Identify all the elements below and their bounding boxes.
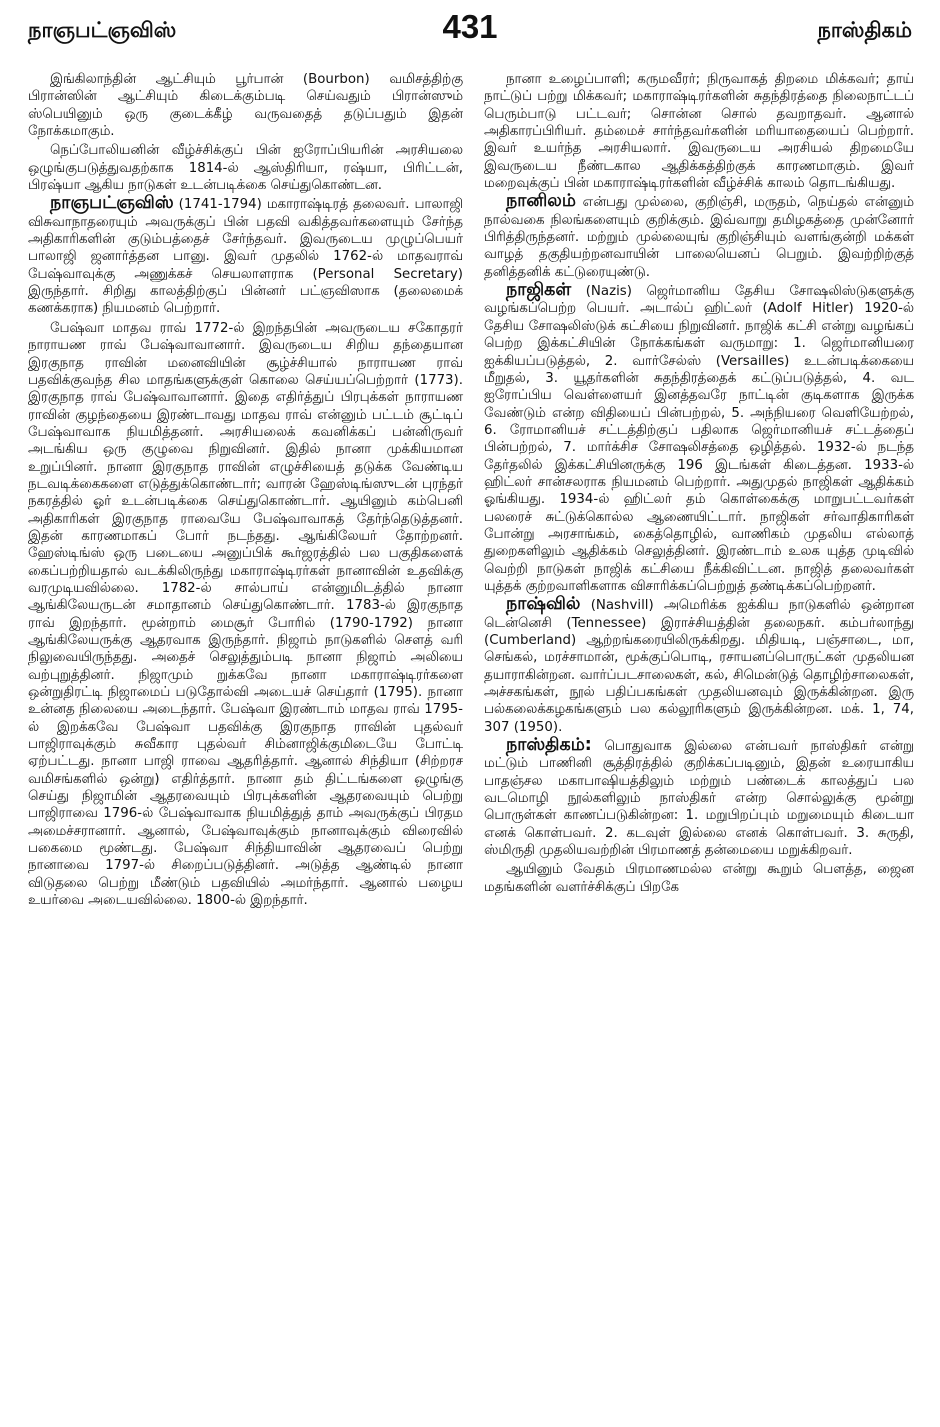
paragraph [484, 193, 914, 281]
entry-heading: நாஜிகள் [506, 280, 572, 301]
left-column [28, 70, 463, 911]
paragraph [484, 282, 914, 595]
page-header [28, 8, 912, 58]
paragraph-text: (1741-1794) மகாராஷ்டிரத் தலைவர். பாலாஜி விசுவாநாதரையும் அவருக்குப் பின் பதவி வகித்தவர்களையும் சேர்ந்த அதிகாரிகளின் குடும்பத்தைச் சேர்ந்தவர். இவருடைய முழுப்பெயர் பாலாஜி ஜனார்த்தன பானு. இவர் முதலில் 1762-ல் மாதவராவ் பேஷ்வாவுக்கு அணுக்கச் செயலாளராக (Personal Secretary) இருந்தார். சிறிது காலத்திற்குப் பின்னர் பட்ஞவிஸாக (தலைமைக் கணக்கராக) நியமனம் பெற்றார். [28, 197, 463, 317]
running-head-right: நாஸ்திகம் [817, 18, 912, 42]
entry-heading: நாஞபட்ஞவிஸ் [50, 193, 174, 214]
paragraph [484, 70, 914, 192]
running-head-left: நாஞபட்ஞவிஸ் [28, 18, 177, 42]
paragraph-text: இங்கிலாந்தின் ஆட்சியும் பூர்பான் (Bourbon) வமிசத்திற்கு பிரான்ஸின் ஆட்சியும் கிடைக்கும்படி செய்வதும் பிரான்ஸும் ஸ்பெயினும் ஒரு குடைக்கீழ் வருவதைத் தடுப்பதும் இதன் நோக்கமாகும். [28, 72, 463, 140]
paragraph [484, 737, 914, 859]
paragraph [28, 319, 463, 910]
paragraph-text: பொதுவாக இல்லை என்பவர் நாஸ்திகர் என்று மட்டும் பாணினி சூத்திரத்தில் குறிக்கப்படினும், இதன் உரையாகிய பாதஞ்சல மகாபாஷியத்திலும் மற்றும் பண்டைக் காலத்துப் பல வடமொழி நூல்களிலும் நாஸ்திகர் என்ற சொல்லுக்கு மூன்று பொருள்கள் காணப்படுகின்றன: 1. மறுபிறப்பும் மறுமையும் கிடையா எனக் கொள்பவர். 2. கடவுள் இல்லை எனக் கொள்பவர். 3. சுருதி, ஸ்மிருதி முதலியவற்றின் பிரமாணத் தன்மையை மறுக்கிறவர். [484, 739, 914, 859]
page-number: 431 [442, 8, 498, 45]
paragraph [28, 195, 463, 317]
paragraph [484, 596, 914, 736]
paragraph-text: பேஷ்வா மாதவ ராவ் 1772-ல் இறந்தபின் அவருடைய சகோதரர் நாராயண ராவ் பேஷ்வாவானார். இவருடைய சிறிய தந்தையான இரகுநாத ராவின் மனைவியின் சூழ்ச்சியால் நாராயண ராவ் பதவிக்குவந்த சில மாதங்களுக்குள் கொலை செய்யப்பெற்றார் (1773). இரகுநாத ராவ் பேஷ்வாவானார். இதை எதிர்த்துப் பிரபுக்கள் நாராயண ராவின் குழந்தையை இரண்டாவது மாதவ ராவ் என்னும் பட்டம் சூட்டிப் பேஷ்வாவாக நியமித்தனர். அரசியலைக் கவனிக்கப் பன்னிருவர் அடங்கிய ஒரு குழுவை நிறுவினர். இதில் நானா முக்கியமான உறுப்பினர். நானா இரகுநாத ராவின் எழுச்சியைத் தடுக்க வேண்டிய நடவடிக்கைகளை எடுத்துக்கொண்டார்; வாரன் ஹேஸ்டிங்ஸுடன் புரந்தர் நகரத்தில் ஓர் உடன்படிக்கை செய்துகொண்டார். ஆயினும் கம்பெனி அதிகாரிகள் இரகுநாத ராவையே பேஷ்வாவாகத் தேர்ந்தெடுத்தனர். இதன் காரணமாகப் போர் நடந்தது. ஆங்கிலேயர் தோற்றனர். ஹேஸ்டிங்ஸ் ஒரு படையை அனுப்பிக் கூர்ஜரத்தில் பல பகுதிகளைக் கைப்பற்றியதால் வடக்கிலிருந்து மகாராஷ்டிரர்கள் நானாவின் உதவிக்கு வரமுடியவில்லை. 1782-ல் சால்பாய் என்னுமிடத்தில் நானா ஆங்கிலேயருடன் சமாதானம் செய்துகொண்டார். 1783-ல் இரகுநாத ராவ் இறந்தார். மூன்றாம் மைசூர் போரில் (1790-1792) நானா ஆங்கிலேயருக்கு ஆதரவாக இருந்தார். நிஜாம் நாடுகளில் சௌத் வரி நிலுவையிருந்தது. அதைச் செலுத்தும்படி நானா நிஜாம் அலியை வற்புறுத்தினர். நிஜாமும் றுக்கவே நானா மகாராஷ்டிரர்களை ஒன்றுதிரட்டி நிஜாமைப் படுதோல்வி அடையச் செய்தார் (1795). நானா உன்னத நிலையை அடைந்தார். பேஷ்வா இரண்டாம் மாதவ ராவ் 1795-ல் இறக்கவே பேஷ்வா பதவிக்கு இரகுநாத ராவின் புதல்வர் பாஜிராவுக்கும் சுவீகார புதல்வர் சிம்னாஜிக்குமிடையே போட்டி ஏற்பட்டது. நானா பாஜி ராவை ஆதரித்தார். ஆனால் சிந்தியா (சிற்றரச வமிசங்களில் ஒன்று) எதிர்த்தார். நானா தம் திட்டங்களை ஒழுங்கு செய்து நிஜாமின் ஆதரவையும் பிரபுக்களின் ஆதரவையும் பெற்று பாஜிராவை 1796-ல் பேஷ்வாவாக நியமித்துத் தாம் அவருக்குப் பிரதம அமைச்சரானார். ஆனால், பேஷ்வாவுக்கும் நானாவுக்கும் விரைவில் பகைமை மூண்டது. பேஷ்வா சிந்தியாவின் ஆதரவைப் பெற்று நானாவை 1797-ல் சிறைப்படுத்தினர். அடுத்த ஆண்டில் நானா விடுதலை பெற்று மீண்டும் பதவியில் அமர்ந்தார். ஆனால் பழைய உயர்வை அடையவில்லை. 1800-ல் இறந்தார். [28, 320, 463, 909]
paragraph [484, 860, 914, 896]
paragraph-text: நெப்போலியனின் வீழ்ச்சிக்குப் பின் ஐரோப்பியரின் அரசியலை ஒழுங்குபடுத்துவதற்காக 1814-ல் ஆஸ்திரியா, ரஷ்யா, பிரிட்டன், பிரஷ்யா ஆகிய நாடுகள் உடன்படிக்கை செய்துகொண்டன. [28, 143, 463, 194]
paragraph-text: (Nashvill) அமெரிக்க ஐக்கிய நாடுகளில் ஒன்றான டென்னெசி (Tennessee) இராச்சியத்தின் தலைநகர். கம்பர்லாந்து (Cumberland) ஆற்றங்கரையிலிருக்கிறது. மிதியடி, பஞ்சாடை, மா, செங்கல், மரச்சாமான், மூக்குப்பொடி, ரசாயனப்பொருட்கள் முதலியன தயாராகின்றன. வார்ப்படசாலைகள், கல், சிமென்டுத் தொழிற்சாலைகள், அச்சகங்கள், நூல் பதிப்பகங்கள் முதலியனவும் இருக்கின்றன. இரு பல்கலைக்கழகங்களும் பல கல்லூரிகளும் இருக்கின்றன. மக். 1, 74, 307 (1950). [484, 598, 914, 735]
paragraph-text: ஆயினும் வேதம் பிரமாணமல்ல என்று கூறும் பௌத்த, ஜைன மதங்களின் வளர்ச்சிக்குப் பிறகே [484, 862, 914, 895]
paragraph [28, 141, 463, 194]
paragraph-text: (Nazis) ஜெர்மானிய தேசிய சோஷலிஸ்டுகளுக்கு வழங்கப்பெற்ற பெயர். அடால்ப் ஹிட்லர் (Adolf Hitler) 1920-ல் தேசிய சோஷலிஸ்டுக் கட்சியை நிறுவினர். நாஜிக் கட்சி என்று வழங்கப் பெற்ற இக்கட்சியின் நோக்கங்கள் வருமாறு: 1. ஜெர்மானியரை ஐக்கியப்படுத்தல், 2. வார்சேல்ஸ் (Versailles) உடன்படிக்கையை மீறுதல், 3. யூதர்களின் சுதந்திரத்தைக் கட்டுப்படுத்தல், 4. வட ஐரோப்பிய வெள்ளையர் இனத்தவரே நாட்டின் குடிகளாக இருக்க வேண்டும் என்ற விதியைப் பின்பற்றல், 5. அந்நியரை வெளியேற்றல், 6. ரோமானியச் சட்டத்திற்குப் பதிலாக ஜெர்மானியச் சட்டத்தைப் பின்பற்றல், 7. மார்க்சிச சோஷலிசத்தை ஒழித்தல். 1932-ல் நடந்த தேர்தலில் இக்கட்சியினருக்கு 196 இடங்கள் கிடைத்தன. 1933-ல் ஹிட்லர் சான்சலராக நியமனம் பெற்றார். அதுமுதல் நாஜிகள் ஆதிக்கம் ஓங்கியது. 1934-ல் ஹிட்லர் தம் கொள்கைக்கு மாறுபட்டவர்கள் பலரைச் சுட்டுக்கொல்ல ஆணையிட்டார். நாஜிகள் சர்வாதிகாரிகள் போன்று அரசாங்கம், கைத்தொழில், வாணிகம் முதலிய எல்லாத் துறைகளிலும் ஆதிக்கம் செலுத்தினர். இரண்டாம் உலக யுத்த முடிவில் வெற்றி நாடுகள் நாஜிக் கட்சியை நீக்கிவிட்டன. நாஜித் தலைவர்கள் யுத்தக் குற்றவாளிகளாக விசாரிக்கப்பெற்றுத் தண்டிக்கப்பெற்றனர். [484, 284, 914, 594]
entry-heading: நாஸ்திகம்: [506, 735, 592, 756]
right-column [484, 70, 914, 897]
entry-heading: நானிலம் [506, 191, 576, 212]
paragraph [28, 70, 463, 140]
entry-heading: நாஷ்வில் [506, 594, 581, 615]
paragraph-text: என்பது முல்லை, குறிஞ்சி, மருதம், நெய்தல் என்னும் நால்வகை நிலங்களையும் குறிக்கும். இவ்வாறு தமிழகத்தை முன்னோர் பிரித்திருந்தனர். மற்றும் முல்லையுங் குறிஞ்சியும் வளங்குன்றி மக்கள் வாழத் தகுதியற்றனவாயின் பாலையெனப் பெறும். இவற்றிற்குத் தனித்தனிக் கட்டுரையுண்டு. [484, 195, 914, 280]
paragraph-text: நானா உழைப்பாளி; கருமவீரர்; நிருவாகத் திறமை மிக்கவர்; தாய் நாட்டுப் பற்று மிக்கவர்; மகாராஷ்டிரர்களின் சுதந்திரத்தை நிலைநாட்டப் பெரும்பாடு பட்டவர்; சொன்ன சொல் தவறாதவர். ஆனால் அதிகாரப்பிரியர். தம்மைச் சார்ந்தவர்களின் மரியாதையைப் பெற்றார். இவர் உயர்ந்த அரசியலார். இவருடைய அரசியல் திறமையே இவருடைய நீண்டகால ஆதிக்கத்திற்குக் காரணமாகும். இவர் மறைவுக்குப் பின் மகாராஷ்டிரர்களின் வீழ்ச்சிக் காலம் தொடங்கியது. [484, 72, 914, 192]
